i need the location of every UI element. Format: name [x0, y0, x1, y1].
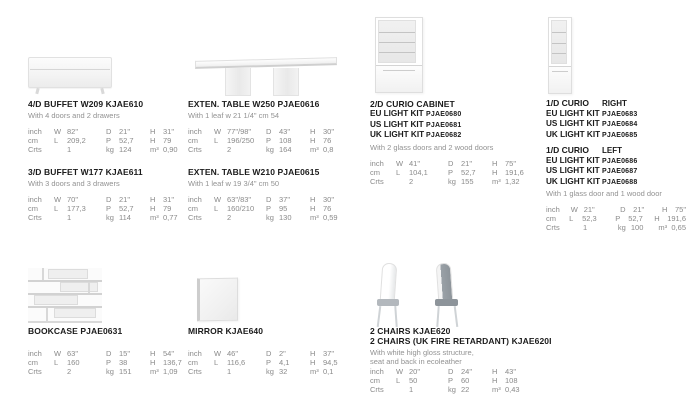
- spec-row: [28, 367, 184, 376]
- spec-value: m³ 0,90: [150, 145, 178, 154]
- spec-row-label: inch: [546, 205, 560, 214]
- spec-row: [28, 349, 184, 358]
- bookcase-compartment: [48, 269, 88, 279]
- spec-row-label: cm: [28, 358, 38, 367]
- buffets-text: [28, 99, 184, 222]
- spec-value: H 191,6: [492, 167, 524, 177]
- spec-row-label: inch: [370, 158, 384, 168]
- curio-base-doors: [376, 65, 422, 92]
- product-title: MIRROR KJAE640: [188, 326, 264, 336]
- block-curio-2d: [370, 0, 538, 235]
- extension-table-image: [195, 58, 337, 97]
- spec-row: [28, 358, 184, 367]
- block-tables: [188, 0, 350, 235]
- spec-value: 2: [227, 213, 232, 222]
- bookcase-compartment: [60, 282, 98, 292]
- variant-side-label: LEFT: [602, 146, 622, 155]
- spec-value: 2: [409, 176, 414, 186]
- kit-code: PJAE0684: [602, 121, 638, 128]
- chairs-image: [373, 263, 465, 328]
- spec-row-label: Crts: [188, 145, 202, 154]
- spec-value: H 31": [150, 195, 175, 204]
- spec-value: H 79: [150, 136, 172, 145]
- spec-value: H 31": [150, 127, 175, 136]
- spec-row: [188, 127, 350, 136]
- curio-glass-section: [551, 20, 567, 64]
- kit-label: UK LIGHT KIT: [370, 130, 425, 139]
- spec-table: [28, 127, 184, 154]
- spec-value: D 37": [266, 195, 291, 204]
- table-top-shape: [195, 57, 337, 69]
- spec-row-label: cm: [188, 358, 198, 367]
- spec-row-label: inch: [188, 195, 202, 204]
- variant-side-label: RIGHT: [602, 99, 627, 108]
- spec-table: [28, 349, 184, 376]
- curio-shelf: [552, 53, 566, 54]
- spec-row: [28, 145, 184, 154]
- spec-value: 2: [227, 145, 232, 154]
- spec-value: L 160/210: [214, 204, 255, 213]
- spec-value: H 43": [492, 367, 517, 376]
- spec-value: H 30": [310, 127, 335, 136]
- spec-row: [28, 213, 184, 222]
- buffet-image: [28, 56, 112, 94]
- spec-value: D 21": [106, 127, 131, 136]
- spec-row-label: Crts: [546, 223, 560, 232]
- spec-value: P 95: [266, 204, 288, 213]
- spec-row-label: Crts: [370, 385, 384, 394]
- spec-value: m³ 0,8: [310, 145, 334, 154]
- chair-gray: [425, 263, 463, 328]
- spec-value: m³ 0,59: [310, 213, 338, 222]
- spec-value: m³ 1,09: [150, 367, 178, 376]
- product-title: 1/D CURIO: [546, 145, 589, 155]
- light-kit-row: [546, 109, 686, 120]
- bookcase-compartment: [54, 308, 96, 318]
- spec-value: P 52,7: [106, 136, 134, 145]
- spec-row: [188, 195, 350, 204]
- spec-row-label: inch: [370, 367, 384, 376]
- spec-value: H 76: [310, 136, 332, 145]
- curio-shelf: [379, 52, 415, 53]
- light-kit-row: [546, 166, 686, 177]
- product-title: EXTEN. TABLE W250 PJAE0616: [188, 99, 320, 109]
- spec-value: P 52,7: [448, 167, 476, 177]
- block-bookcase: [28, 240, 184, 406]
- buffet-body-shape: [28, 57, 112, 88]
- light-kit-row: [546, 156, 686, 167]
- product-description: With 1 glass door and 1 wood door: [546, 189, 662, 198]
- chairs-text: [370, 326, 570, 394]
- spec-value: kg 22: [448, 385, 470, 394]
- spec-row: [370, 168, 538, 177]
- product-title: BOOKCASE PJAE0631: [28, 326, 123, 336]
- spec-row: [188, 145, 350, 154]
- spec-value: P 4,1: [266, 358, 290, 367]
- bookcase-compartment: [34, 295, 78, 305]
- spec-value: H 37": [310, 349, 335, 358]
- spec-value: L 177,3: [54, 204, 86, 213]
- spec-value: L 52,3: [569, 214, 597, 223]
- curio-2d-text: [370, 99, 538, 186]
- kit-label: US LIGHT KIT: [370, 119, 424, 129]
- bookcase-divider: [46, 308, 48, 321]
- variant-title-row: [546, 146, 686, 156]
- spec-value: L 116,6: [214, 358, 246, 367]
- spec-value: H 76: [310, 204, 332, 213]
- spec-row-label: cm: [370, 376, 380, 385]
- light-kit-row: [546, 130, 686, 141]
- light-kit-row: [370, 120, 538, 131]
- kit-code: PJAE0682: [426, 132, 462, 139]
- spec-row: [370, 367, 570, 376]
- product-title: 1/D CURIO: [546, 98, 589, 108]
- curio-handle-line: [552, 71, 567, 72]
- curio-handle-line: [383, 70, 415, 71]
- spec-row: [370, 385, 570, 394]
- spec-value: P 52,7: [106, 204, 134, 213]
- curio-cabinet-image: [375, 17, 423, 93]
- spec-value: 1: [582, 223, 588, 232]
- chair-white: [373, 263, 411, 328]
- spec-row: [370, 177, 538, 186]
- spec-row-label: Crts: [28, 145, 42, 154]
- chair-leg: [454, 306, 459, 327]
- chair-back: [436, 263, 454, 303]
- spec-value: P 38: [106, 358, 128, 367]
- spec-value: kg 114: [106, 213, 131, 222]
- curio-shelf: [379, 32, 415, 33]
- kit-code: PJAE0686: [602, 157, 638, 165]
- spec-value: H 136,7: [150, 358, 182, 367]
- spec-row-label: inch: [188, 349, 202, 358]
- spec-value: 1: [67, 213, 72, 222]
- light-kit-row: [546, 119, 686, 130]
- chair-seat: [435, 299, 458, 306]
- kit-code: PJAE0688: [602, 178, 638, 186]
- product-description: seat and back in ecoleather: [370, 357, 462, 366]
- block-chairs: [370, 240, 570, 406]
- spec-value: W 70": [54, 195, 79, 204]
- spec-row: [28, 127, 184, 136]
- mirror-text: [188, 326, 350, 376]
- spec-row-label: Crts: [188, 213, 202, 222]
- spec-value: H 54": [150, 349, 175, 358]
- kit-code: PJAE0687: [602, 168, 638, 175]
- spec-value: D 43": [266, 127, 291, 136]
- spec-row-label: Crts: [28, 213, 42, 222]
- spec-value: D 15": [106, 349, 131, 358]
- spec-value: H 75": [661, 205, 686, 214]
- spec-value: D 24": [448, 367, 473, 376]
- product-description: With 4 doors and 2 drawers: [28, 111, 120, 120]
- tables-text: [188, 99, 350, 222]
- variant-title-row: [546, 99, 686, 109]
- kit-code: PJAE0685: [602, 131, 638, 139]
- spec-value: H 75": [492, 158, 517, 168]
- kit-code: PJAE0683: [602, 110, 638, 118]
- spec-row: [188, 349, 350, 358]
- buffet-drawer-line: [30, 69, 110, 70]
- light-kit-row: [546, 177, 686, 188]
- bookcase-divider: [42, 268, 44, 280]
- spec-value: 1: [67, 145, 72, 154]
- spec-value: L 50: [396, 376, 418, 385]
- spec-value: H 94,5: [310, 358, 338, 367]
- kit-label: EU LIGHT KIT: [546, 108, 600, 118]
- spec-row-label: inch: [28, 127, 42, 136]
- kit-label: EU LIGHT KIT: [370, 109, 424, 118]
- table-pedestal-right: [273, 68, 299, 96]
- product-title: 4/D BUFFET W209 KJAE610: [28, 99, 144, 109]
- chair-leg: [394, 306, 397, 327]
- spec-value: m³ 0,1: [310, 367, 334, 376]
- spec-value: D 21": [620, 205, 645, 214]
- spec-value: W 82": [54, 127, 79, 136]
- product-description: With 1 leaf w 19 3/4" cm 50: [188, 179, 280, 188]
- product-description: With 2 glass doors and 2 wood doors: [370, 142, 494, 152]
- light-kit-row: [370, 109, 538, 120]
- spec-value: P 60: [448, 376, 470, 385]
- spec-row: [188, 367, 350, 376]
- spec-row: [546, 205, 686, 214]
- spec-row-label: cm: [188, 136, 198, 145]
- product-title: 2 CHAIRS (UK FIRE RETARDANT) KJAE620I: [370, 336, 552, 346]
- product-description: With 3 doors and 3 drawers: [28, 179, 120, 188]
- spec-value: 1: [227, 367, 232, 376]
- spec-value: kg 100: [617, 223, 644, 232]
- spec-row-label: inch: [188, 127, 202, 136]
- spec-table: [188, 127, 350, 154]
- block-buffets: [28, 0, 184, 235]
- spec-value: kg 164: [266, 145, 292, 154]
- kit-label: EU LIGHT KIT: [546, 155, 600, 165]
- spec-row-label: cm: [28, 204, 38, 213]
- spec-row-label: cm: [28, 136, 38, 145]
- spec-row-label: inch: [28, 349, 42, 358]
- spec-row-label: cm: [370, 167, 380, 177]
- curio-1d-text: [546, 99, 686, 232]
- spec-value: H 191,6: [654, 214, 686, 223]
- kit-code: PJAE0681: [426, 121, 462, 129]
- chair-leg: [377, 306, 382, 327]
- spec-value: P 108: [266, 136, 292, 145]
- mirror-image: [197, 278, 238, 322]
- curio-shelf: [379, 42, 415, 43]
- spec-row: [188, 213, 350, 222]
- spec-value: kg 151: [106, 367, 132, 376]
- chair-back: [380, 263, 398, 303]
- spec-value: W 63"/83": [214, 195, 252, 204]
- block-mirror: [188, 240, 350, 406]
- curio-shelf: [552, 43, 566, 44]
- spec-value: W 21": [570, 205, 595, 214]
- light-kit-row: [370, 130, 538, 141]
- spec-row-label: inch: [28, 195, 42, 204]
- block-curio-1d: [546, 0, 686, 235]
- spec-row: [370, 159, 538, 168]
- spec-value: 1: [409, 385, 414, 394]
- spec-value: W 77"/98": [214, 127, 252, 136]
- product-description: With white high gloss structure,: [370, 348, 474, 357]
- spec-value: P 52,7: [615, 214, 643, 223]
- spec-table: [370, 159, 538, 186]
- spec-value: W 63": [54, 349, 79, 358]
- product-title: 2 CHAIRS KJAE620: [370, 326, 451, 336]
- bookcase-image: [28, 268, 102, 323]
- spec-row: [28, 136, 184, 145]
- spec-row: [28, 204, 184, 213]
- spec-row-label: cm: [188, 204, 198, 213]
- product-title: EXTEN. TABLE W210 PJAE0615: [188, 167, 320, 177]
- spec-row: [546, 223, 686, 232]
- spec-value: H 79: [150, 204, 172, 213]
- bookcase-text: [28, 326, 184, 376]
- kit-label: US LIGHT KIT: [546, 166, 600, 175]
- spec-value: D 2": [266, 349, 286, 358]
- product-title: 2/D CURIO CABINET: [370, 99, 455, 109]
- spec-value: L 209,2: [54, 136, 86, 145]
- spec-value: W 20": [396, 367, 421, 376]
- chair-leg: [436, 306, 439, 327]
- product-title: 3/D BUFFET W177 KJAE611: [28, 167, 143, 177]
- spec-value: W 46": [214, 349, 239, 358]
- table-pedestal-left: [225, 68, 251, 96]
- curio-tall-image: [548, 17, 572, 94]
- curio-shelf: [552, 32, 566, 33]
- spec-row: [188, 358, 350, 367]
- kit-label: UK LIGHT KIT: [546, 129, 601, 139]
- spec-value: L 160: [54, 358, 80, 367]
- spec-value: m³ 0,77: [150, 213, 178, 222]
- spec-value: kg 32: [266, 367, 288, 376]
- spec-value: m³ 0,65: [658, 223, 686, 232]
- buffet-leg-left: [35, 88, 39, 95]
- spec-value: D 21": [106, 195, 131, 204]
- spec-value: W 41": [396, 158, 421, 168]
- spec-value: kg 130: [266, 213, 292, 222]
- kit-label: UK LIGHT KIT: [546, 176, 601, 186]
- spec-table: [546, 205, 686, 232]
- spec-value: kg 155: [448, 176, 474, 186]
- spec-row: [546, 214, 686, 223]
- spec-value: D 21": [448, 158, 473, 168]
- spec-table: [188, 195, 350, 222]
- spec-row-label: cm: [546, 214, 556, 223]
- kit-label: US LIGHT KIT: [546, 119, 600, 128]
- spec-row: [370, 376, 570, 385]
- spec-value: 2: [67, 367, 72, 376]
- spec-row: [28, 195, 184, 204]
- kit-code: PJAE0680: [426, 111, 462, 118]
- spec-table: [188, 349, 350, 376]
- spec-table: [28, 195, 184, 222]
- product-description: With 1 leaf w 21 1/4" cm 54: [188, 111, 280, 120]
- buffet-leg-right: [100, 88, 104, 95]
- spec-row: [188, 136, 350, 145]
- spec-value: H 108: [492, 376, 518, 385]
- spec-row-label: Crts: [370, 176, 384, 186]
- curio-base-door: [549, 66, 571, 93]
- spec-value: L 104,1: [396, 167, 428, 177]
- spec-row-label: Crts: [28, 367, 42, 376]
- curio-glass-section: [378, 20, 416, 63]
- spec-value: H 30": [310, 195, 335, 204]
- spec-value: m³ 0,43: [492, 385, 520, 394]
- spec-row-label: Crts: [188, 367, 202, 376]
- spec-row: [188, 204, 350, 213]
- bookcase-divider: [88, 282, 90, 293]
- spec-value: L 196/250: [214, 136, 255, 145]
- spec-value: m³ 1,32: [492, 176, 520, 186]
- spec-value: kg 124: [106, 145, 132, 154]
- spec-table: [370, 367, 570, 394]
